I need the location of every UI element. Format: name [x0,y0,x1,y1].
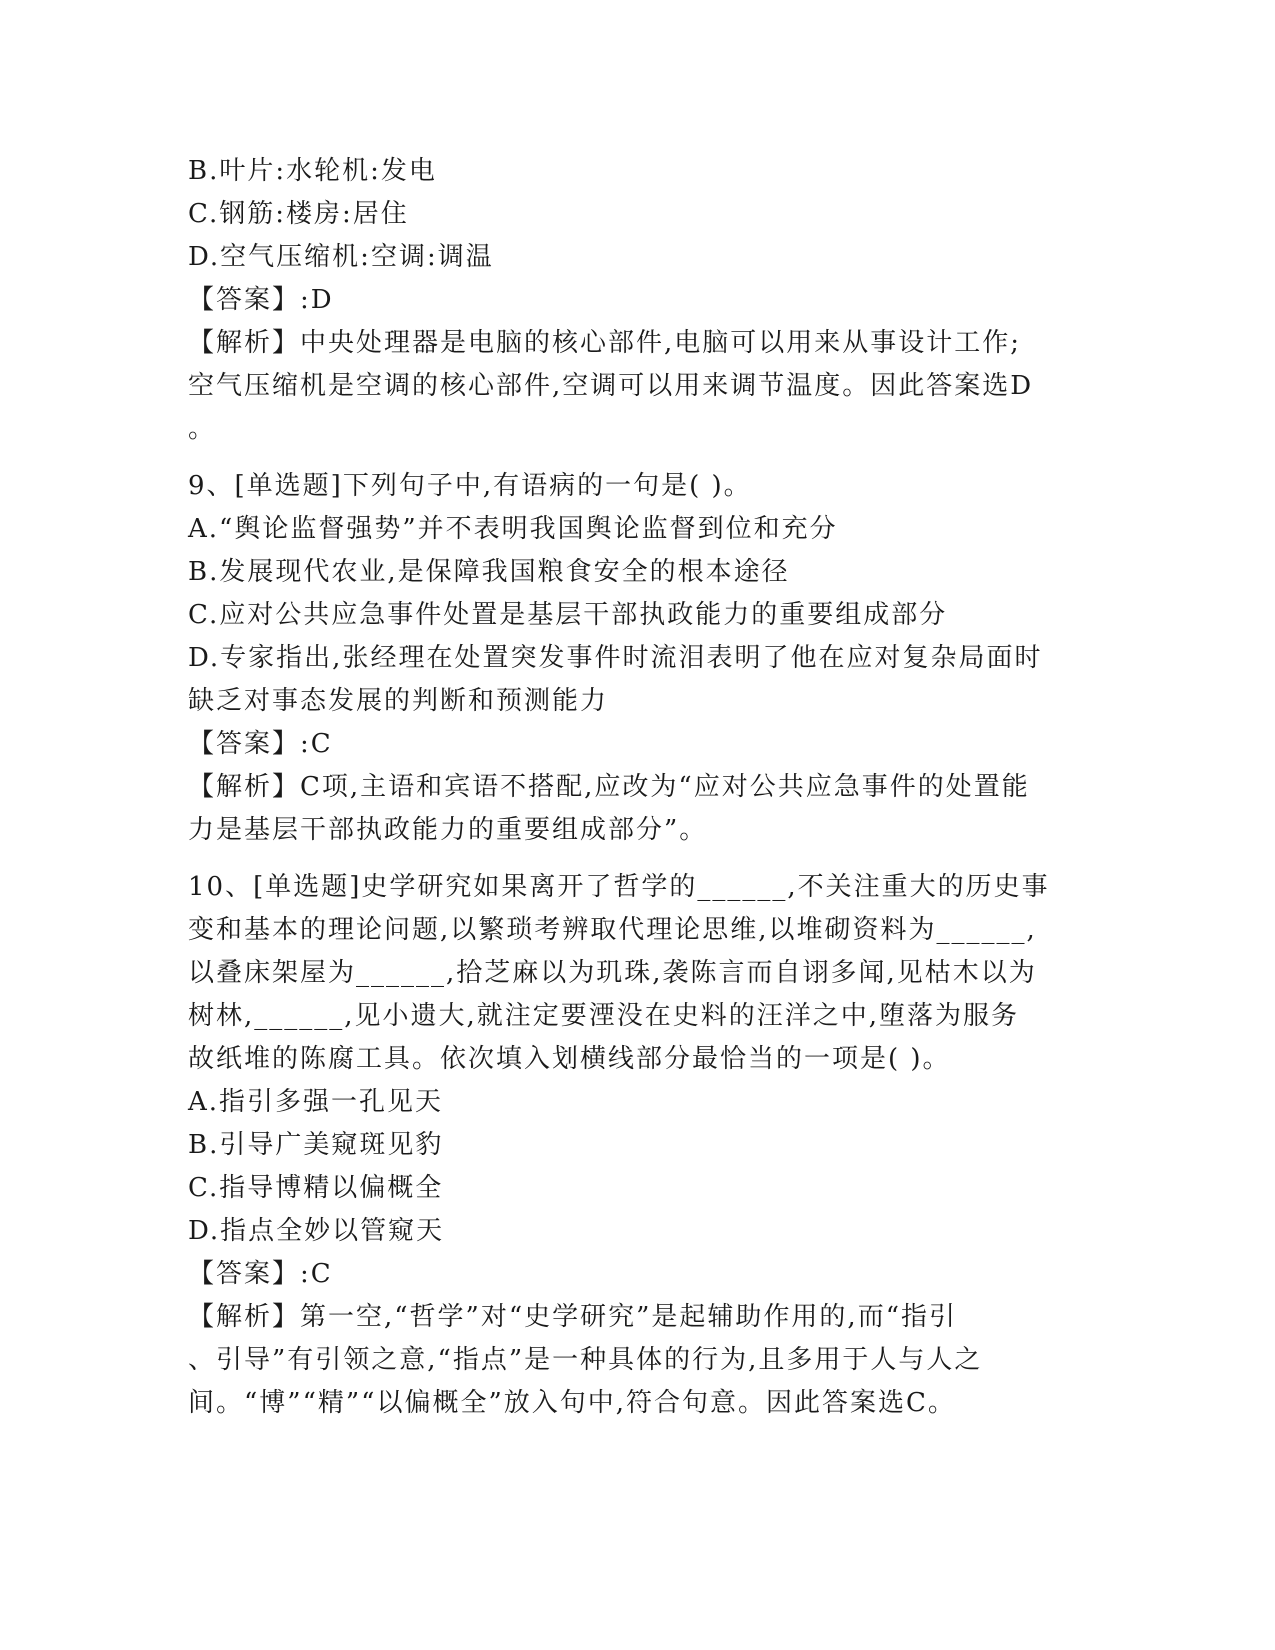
q9-option-d-line-2: 缺乏对事态发展的判断和预测能力 [188,686,609,716]
q10-option-d: D.指点全妙以管窥天 [188,1216,445,1246]
question-8-tail [188,150,1088,451]
q9-option-b: B.发展现代农业,是保障我国粮食安全的根本途径 [188,557,790,587]
q9-stem: 9、[单选题]下列句子中,有语病的一句是( )。 [188,471,752,501]
q10-stem-line-5: 故纸堆的陈腐工具。依次填入划横线部分最恰当的一项是( )。 [188,1044,951,1074]
q10-analysis-line-1: 【解析】第一空,“哲学”对“史学研究”是起辅助作用的,而“指引 [188,1302,957,1332]
q8-option-c: C.钢筋:楼房:居住 [188,199,409,229]
question-9 [188,465,1088,852]
q10-option-a: A.指引多强一孔见天 [188,1087,444,1117]
q9-option-a: A.“舆论监督强势”并不表明我国舆论监督到位和充分 [188,514,838,544]
q8-option-b: B.叶片:水轮机:发电 [188,156,437,186]
q9-analysis-line-2: 力是基层干部执政能力的重要组成部分”。 [188,815,708,845]
q8-analysis-line-3: 。 [188,414,217,444]
q10-analysis-line-2: 、引导”有引领之意,“指点”是一种具体的行为,且多用于人与人之 [188,1345,983,1375]
q9-option-c: C.应对公共应急事件处置是基层干部执政能力的重要组成部分 [188,600,948,630]
q9-analysis-line-1: 【解析】C项,主语和宾语不搭配,应改为“应对公共应急事件的处置能 [188,772,1030,802]
spacer [188,451,1088,465]
q10-option-c: C.指导博精以偏概全 [188,1173,444,1203]
spacer [188,852,1088,866]
q10-stem-line-4: 树林,______,见小遗大,就注定要湮没在史料的汪洋之中,堕落为服务 [188,1001,1020,1031]
q8-analysis-line-1: 【解析】中央处理器是电脑的核心部件,电脑可以用来从事设计工作; [188,328,1022,358]
q8-option-d: D.空气压缩机:空调:调温 [188,242,494,272]
q9-option-d-line-1: D.专家指出,张经理在处置突发事件时流泪表明了他在应对复杂局面时 [188,643,1043,673]
q8-answer: 【答案】:D [188,285,334,315]
q10-stem-line-2: 变和基本的理论问题,以繁琐考辨取代理论思维,以堆砌资料为______, [188,915,1037,945]
q10-analysis-line-3: 间。“博”“精”“以偏概全”放入句中,符合句意。因此答案选C。 [188,1388,956,1418]
q10-option-b: B.引导广美窥斑见豹 [188,1130,444,1160]
question-10 [188,866,1088,1425]
q10-stem-line-3: 以叠床架屋为______,拾芝麻以为玑珠,袭陈言而自诩多闻,见枯木以为 [188,958,1037,988]
q10-answer: 【答案】:C [188,1259,333,1289]
q8-analysis-line-2: 空气压缩机是空调的核心部件,空调可以用来调节温度。因此答案选D [188,371,1034,401]
q10-stem-line-1: 10、[单选题]史学研究如果离开了哲学的______,不关注重大的历史事 [188,872,1050,902]
q9-answer: 【答案】:C [188,729,333,759]
document-page [188,150,1088,1425]
